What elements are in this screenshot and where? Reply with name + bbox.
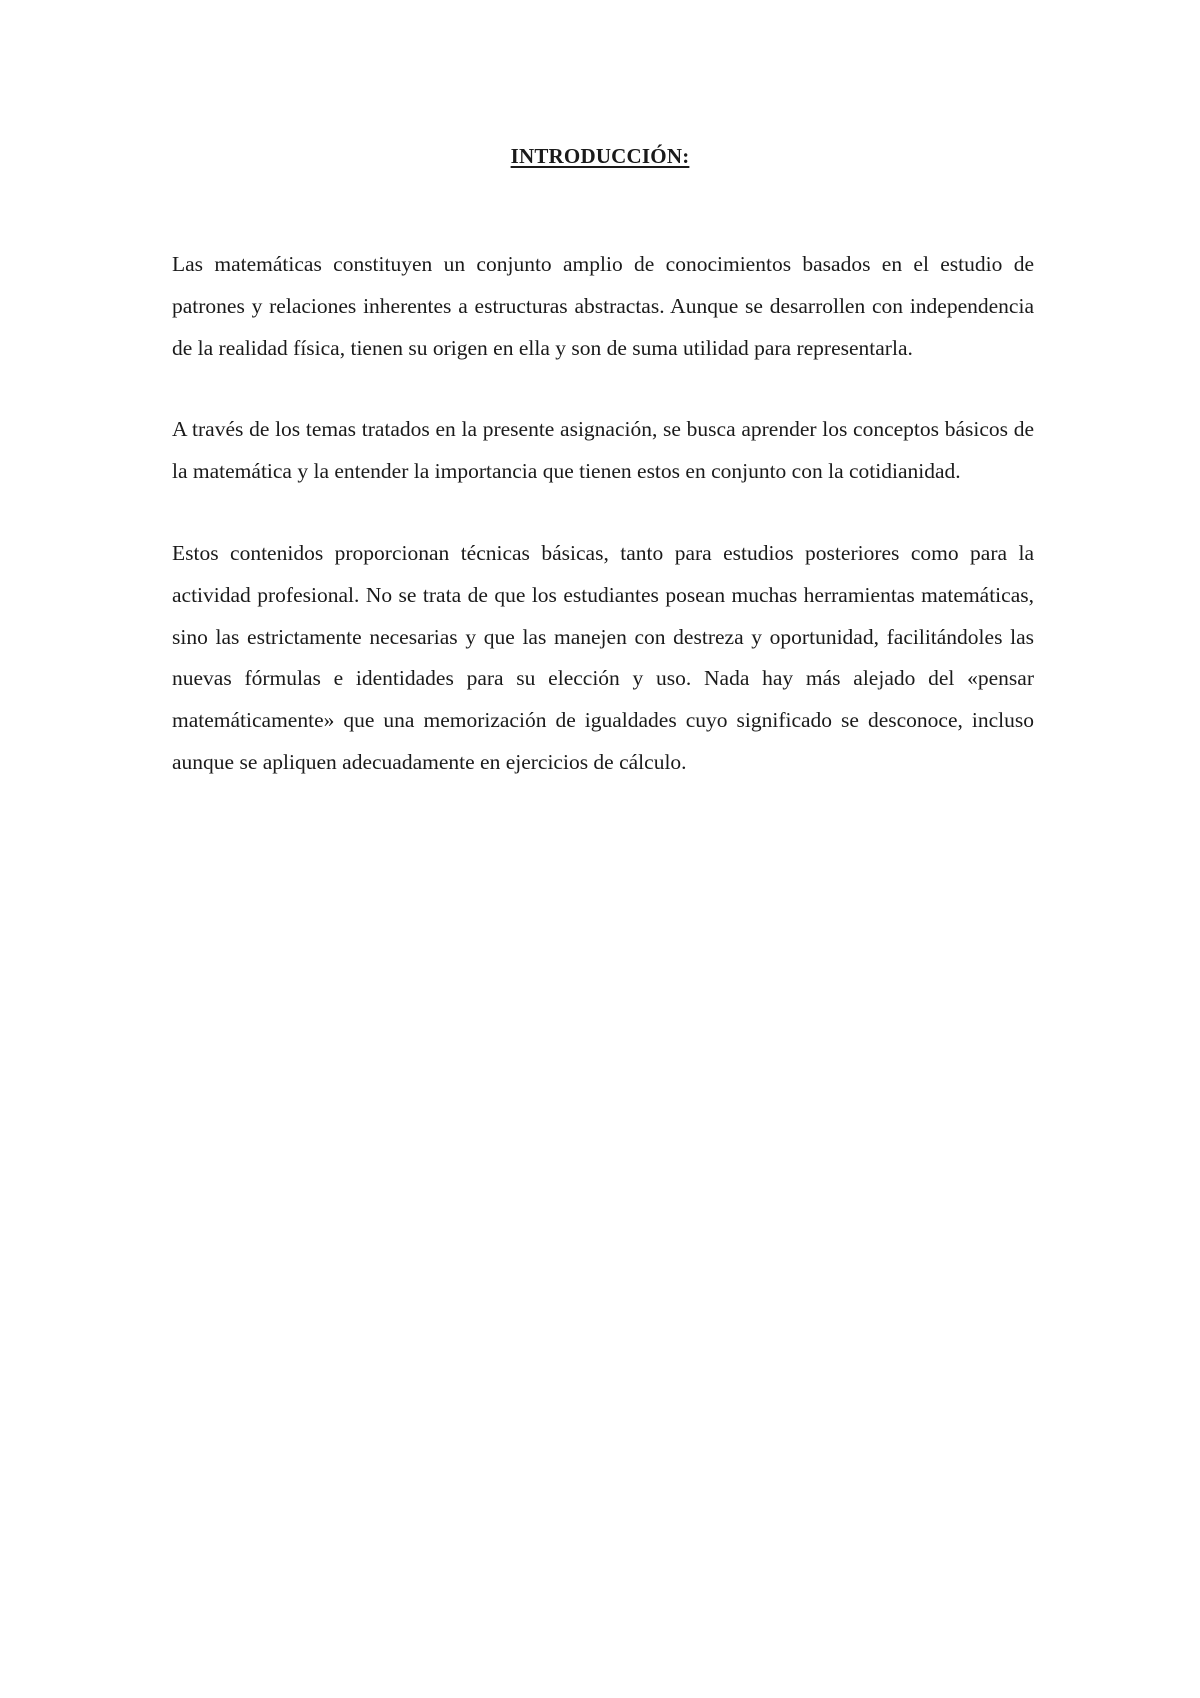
page-title: INTRODUCCIÓN: <box>510 144 690 168</box>
paragraph-2: A través de los temas tratados en la presente asignación, se busca aprender los conceptos básicos de la matemática y la entender la importancia que tienen estos en conjunto con la cotidianidad. <box>172 417 1034 484</box>
paragraph-3: Estos contenidos proporcionan técnicas básicas, tanto para estudios posteriores como para la actividad profesional. No se trata de que los estudiantes posean muchas herramientas matemáticas, sino las estrictamente necesarias y que las manejen con destreza y oportunidad, facilitándoles las nuevas fórmulas e identidades para su elección y uso. Nada hay más alejado del «pensar matemáticamente» que una memorización de igualdades cuyo significado se desconoce, incluso aunque se apliquen adecuadamente en ejercicios de cálculo. <box>172 540 1034 774</box>
document-body <box>172 244 1034 824</box>
paragraph-1: Las matemáticas constituyen un conjunto amplio de conocimientos basados en el estudio de patrones y relaciones inherentes a estructuras abstractas. Aunque se desarrollen con independencia de la realidad física, tienen su origen en ella y son de suma utilidad para representarla. <box>172 252 1034 360</box>
